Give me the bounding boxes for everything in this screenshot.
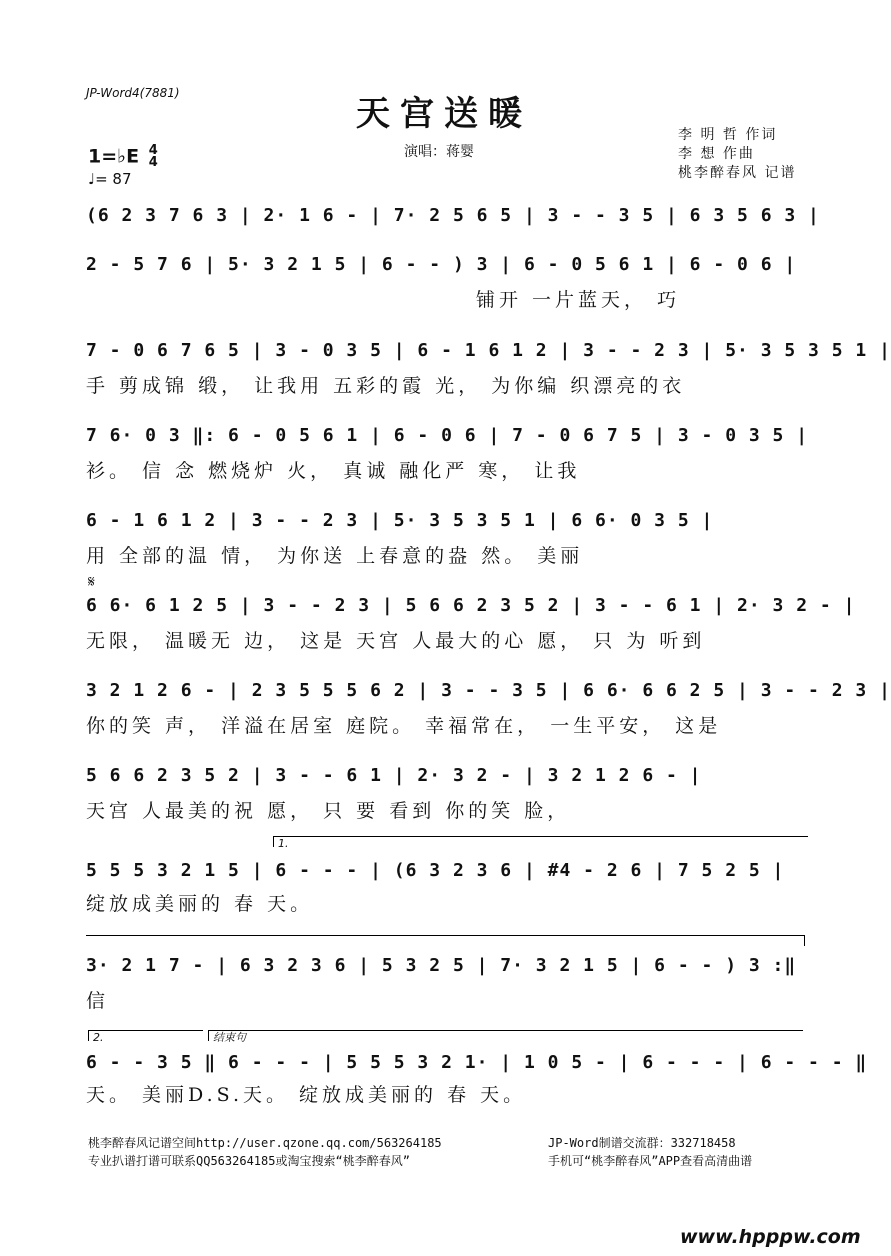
segno-sign: 𝄋 xyxy=(88,572,95,591)
singer-credit: 演唱：蒋婴 xyxy=(404,144,474,160)
time-signature xyxy=(149,145,158,169)
lyric-line-4: 衫。 信 念 燃烧炉 火， 真诚 融化严 寒， 让我 xyxy=(86,460,581,482)
footer-right-line-1: JP-Word制谱交流群：332718458 xyxy=(548,1136,736,1150)
notation-line-6: 6 6· 6 1 2 5 | 3 - - 2 3 | 5 6 6 2 3 5 2 | 3 - - 6 1 | 2· 3 2 - | xyxy=(86,595,856,616)
notation-line-5: 6 - 1 6 1 2 | 3 - - 2 3 | 5· 3 5 3 5 1 | 6 6· 0 3 5 | xyxy=(86,510,714,531)
lyric-line-9: 绽放成美丽的 春 天。 xyxy=(86,893,314,915)
footer-right-line-2: 手机可“桃李醉春风”APP查看高清曲谱 xyxy=(548,1154,753,1168)
notation-line-7: 3 2 1 2 6 - | 2 3 5 5 5 6 2 | 3 - - 3 5 | 6 6· 6 6 2 5 | 3 - - 2 3 | xyxy=(86,680,891,701)
notation-line-9: 5 5 5 3 2 1 5 | 6 - - - | (6 3 2 3 6 | #4 - 2 6 | 7 5 2 5 | xyxy=(86,860,785,881)
lyric-line-11: 天。 美丽D.S.天。 绽放成美丽的 春 天。 xyxy=(86,1084,527,1106)
notation-line-10: 3· 2 1 7 - | 6 3 2 3 6 | 5 3 2 5 | 7· 3 2 1 5 | 6 - - ) 3 :‖ xyxy=(86,955,797,976)
first-ending-bracket: 1. xyxy=(273,836,808,847)
lyric-line-7: 你的笑 声， 洋溢在居室 庭院。 幸福常在， 一生平安， 这是 xyxy=(86,715,722,737)
app-tag: JP-Word4(7881) xyxy=(86,86,180,100)
notation-line-1: (6 2 3 7 6 3 | 2· 1 6 - | 7· 2 5 6 5 | 3 - - 3 5 | 6 3 5 6 3 | xyxy=(86,205,820,226)
lyric-line-2: 铺开 一片蓝天， 巧 xyxy=(476,289,681,311)
key-signature xyxy=(88,145,158,169)
notation-line-4: 7 6· 0 3 ‖: 6 - 0 5 6 1 | 6 - 0 6 | 7 - 0 6 7 5 | 3 - 0 3 5 | xyxy=(86,425,809,446)
first-ending-continuation xyxy=(86,935,805,946)
composer-credit: 李 想 作曲 xyxy=(678,146,755,162)
notation-line-8: 5 6 6 2 3 5 2 | 3 - - 6 1 | 2· 3 2 - | 3 2 1 2 6 - | xyxy=(86,765,702,786)
lyricist-credit: 李 明 哲 作词 xyxy=(678,127,778,143)
time-bottom: 4 xyxy=(148,155,158,170)
song-title: 天宫送暖 xyxy=(356,94,532,134)
coda-bracket: 结束句 xyxy=(208,1030,803,1041)
time-top: 4 xyxy=(148,143,158,158)
key-label: 1=♭E xyxy=(88,145,140,168)
notation-line-2: 2 - 5 7 6 | 5· 3 2 1 5 | 6 - - ) 3 | 6 - 0 5 6 1 | 6 - 0 6 | xyxy=(86,254,797,275)
second-ending-bracket: 2. xyxy=(88,1030,203,1041)
notation-line-11: 6 - - 3 5 ‖ 6 - - - | 5 5 5 3 2 1· | 1 0 5 - | 6 - - - | 6 - - - ‖ xyxy=(86,1052,868,1073)
lyric-line-3: 手 剪成锦 缎， 让我用 五彩的霞 光， 为你编 织漂亮的衣 xyxy=(86,375,686,397)
footer-left-line-2: 专业扒谱打谱可联系QQ563264185或淘宝搜索“桃李醉春风” xyxy=(88,1154,410,1168)
footer-left-line-1: 桃李醉春风记谱空间http://user.qzone.qq.com/563264185 xyxy=(88,1136,442,1150)
transcriber-credit: 桃李醉春风 记谱 xyxy=(678,165,797,181)
lyric-line-10: 信 xyxy=(86,990,110,1012)
lyric-line-8: 天宫 人最美的祝 愿， 只 要 看到 你的笑 脸， xyxy=(86,800,571,822)
credits-block xyxy=(678,126,796,183)
lyric-line-5: 用 全部的温 情， 为你送 上春意的盎 然。 美丽 xyxy=(86,545,584,567)
notation-line-3: 7 - 0 6 7 6 5 | 3 - 0 3 5 | 6 - 1 6 1 2 | 3 - - 2 3 | 5· 3 5 3 5 1 | xyxy=(86,340,891,361)
lyric-line-6: 无限， 温暖无 边， 这是 天宫 人最大的心 愿， 只 为 听到 xyxy=(86,630,706,652)
site-watermark[interactable]: www.hpppw.com xyxy=(680,1226,861,1248)
tempo-marking: ♩= 87 xyxy=(88,170,132,188)
